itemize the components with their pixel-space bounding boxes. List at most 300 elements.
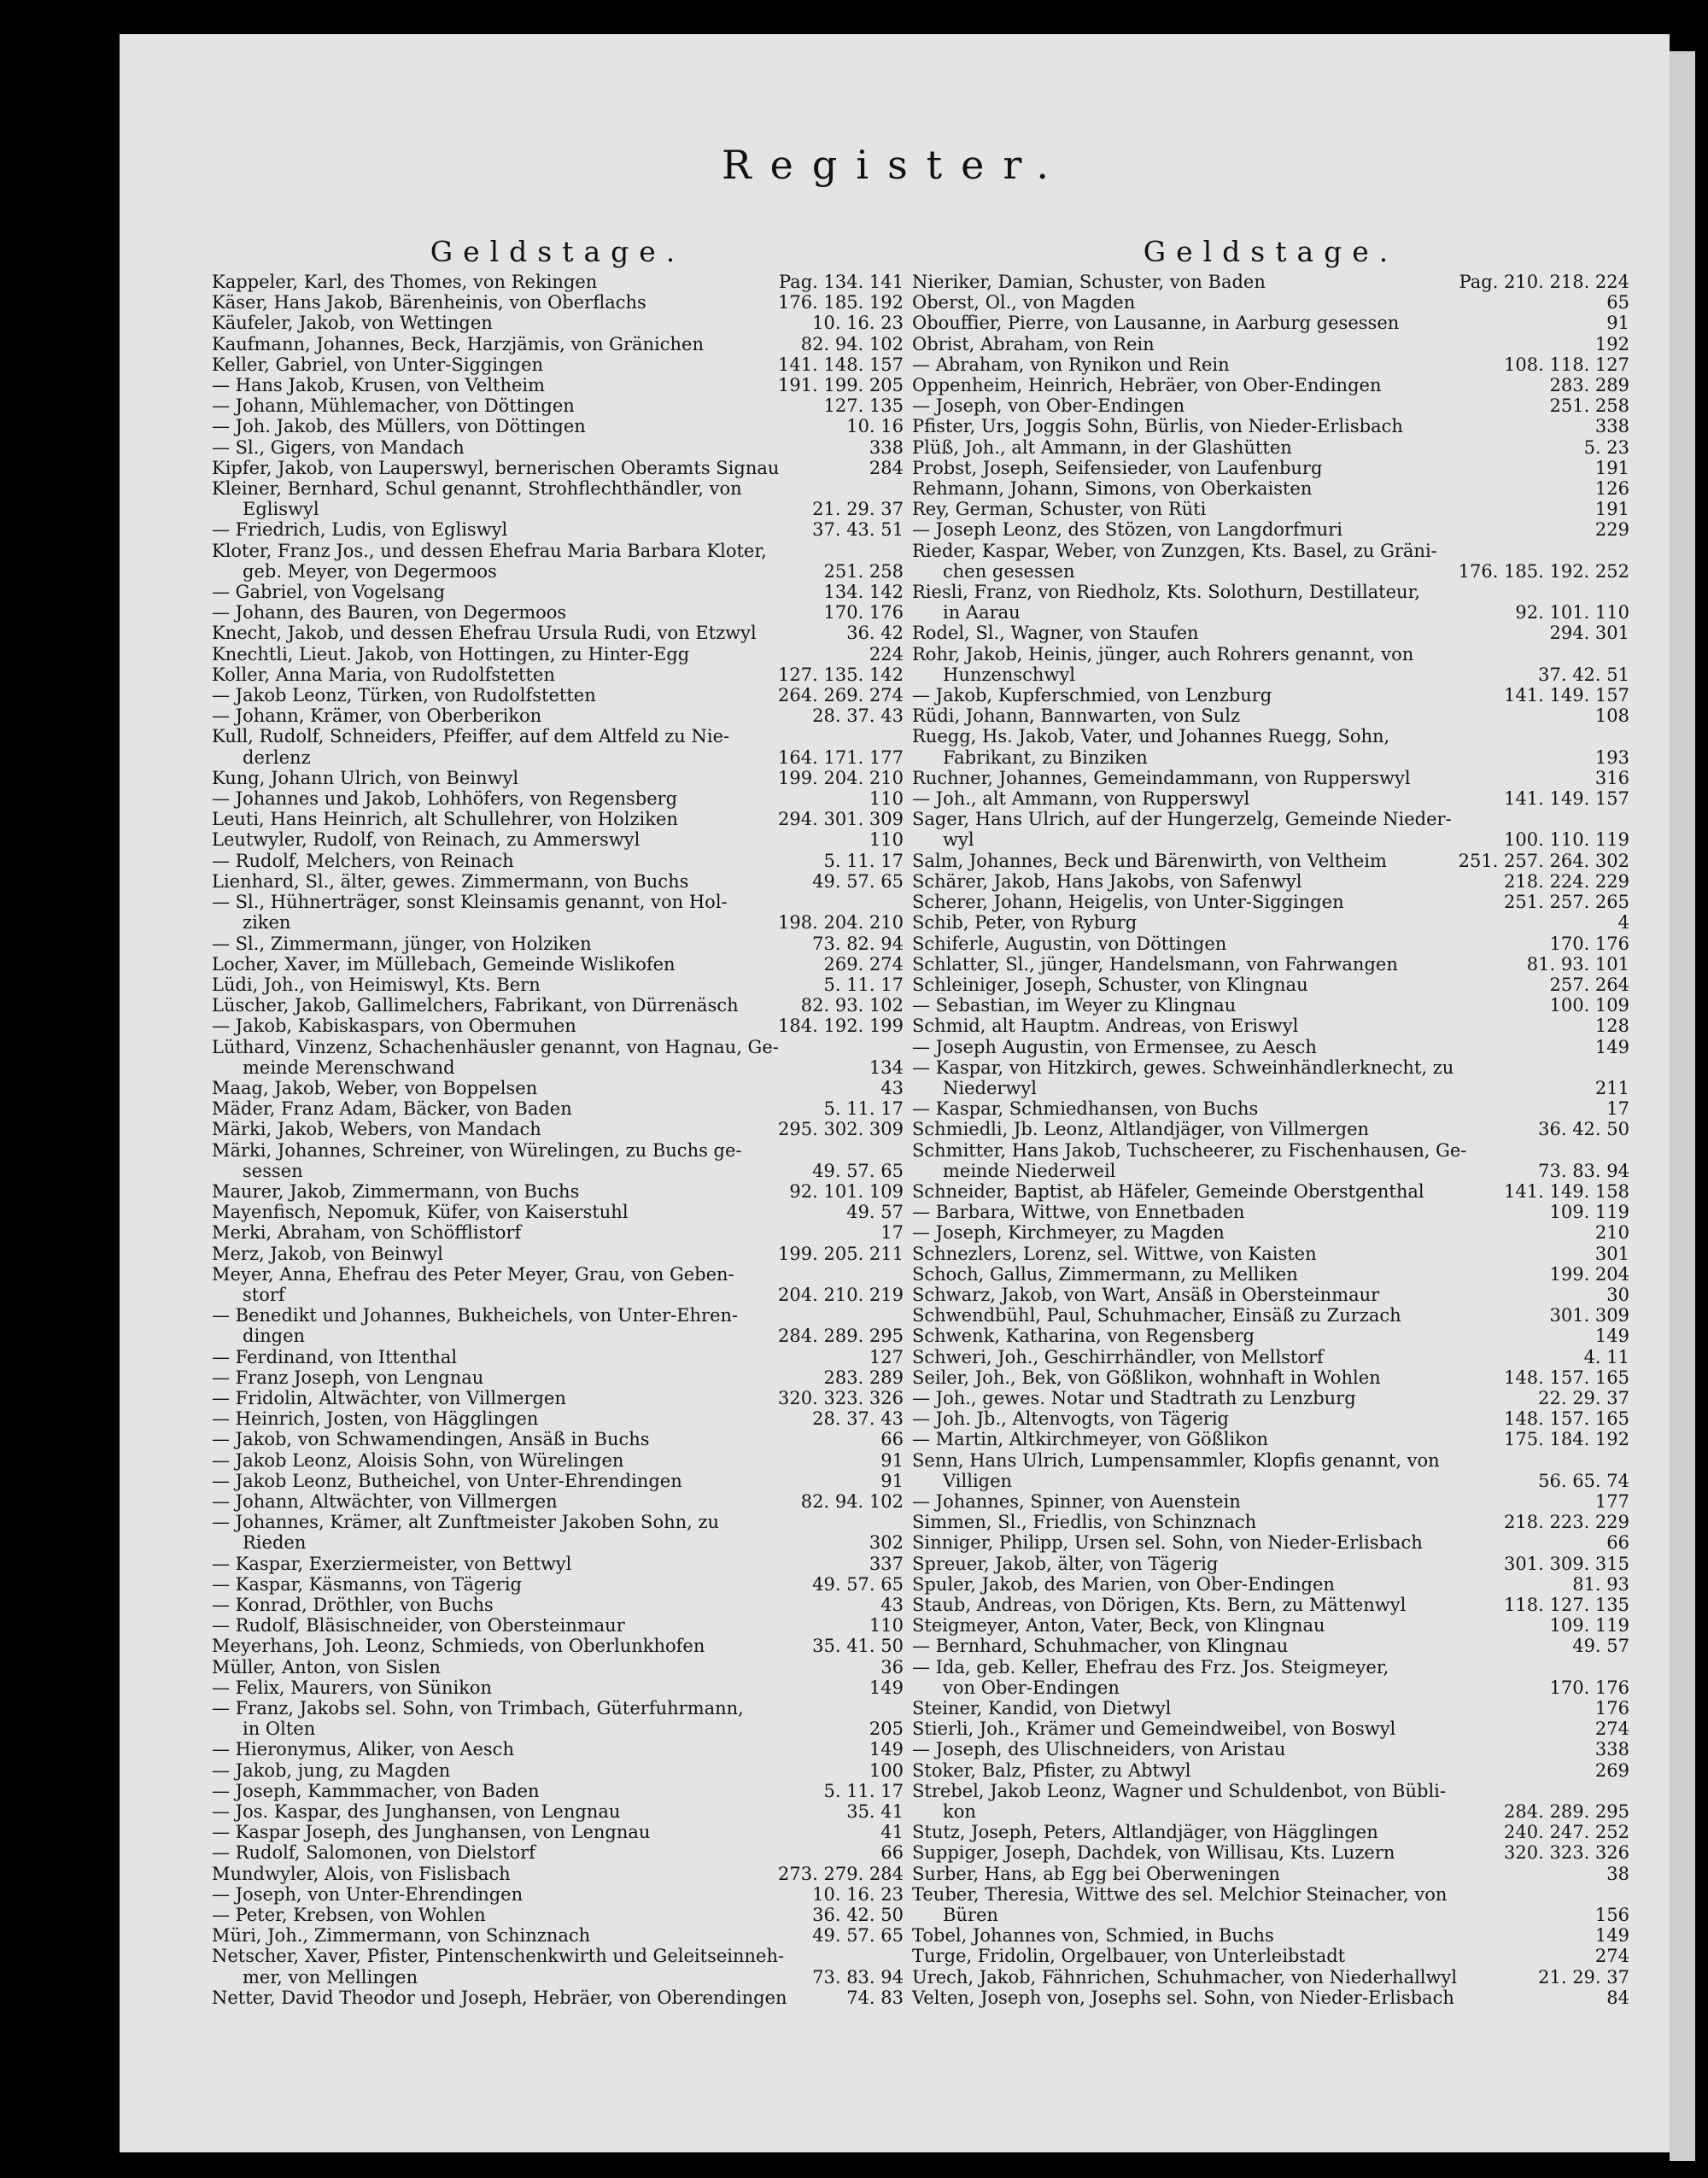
entry-text: Seiler, Joh., Bek, von Gößlikon, wohnhaft in Wohlen [912,1367,1381,1388]
entry-pages: 21. 29. 37 [807,499,904,519]
entry-text: — Fridolin, Altwächter, von Villmergen [212,1387,566,1408]
entry-pages: 118. 127. 135 [1499,1595,1629,1615]
entry-pages: 82. 93. 102 [796,995,904,1016]
entry-text: — Jakob, Kupferschmied, von Lenzburg [912,685,1272,706]
entry-text: — Joseph, des Ulischneiders, von Aristau [912,1739,1286,1760]
entry-text: — Joh. Jakob, des Müllers, von Döttingen [212,416,586,437]
entry-pages: 184. 192. 199 [773,1016,904,1036]
entry-pages: 91 [875,1471,904,1491]
entry-text: — Gabriel, von Vogelsang [212,582,446,603]
register-entry [212,1698,904,1718]
register-entry [912,1946,1629,1966]
entry-pages: 134 [864,1057,904,1078]
register-entry [912,1202,1629,1222]
register-entry [912,458,1629,478]
entry-text: Leutwyler, Rudolf, von Reinach, zu Ammerswyl [212,829,640,851]
entry-text: — Rudolf, Bläsischneider, von Obersteinmaur [212,1615,625,1636]
entry-pages: 148. 157. 165 [1499,1367,1629,1388]
register-entry [212,892,904,912]
entry-text: — Kaspar Joseph, des Junghansen, von Lengnau [212,1822,651,1843]
entry-text: — Jakob, jung, zu Magden [212,1759,451,1781]
entry-pages: 110 [864,1615,904,1636]
entry-pages: 128 [1590,1016,1629,1036]
register-entry [212,541,904,561]
entry-text: storf [243,1284,285,1305]
entry-pages: 210 [1590,1222,1629,1243]
entry-text: Schwenk, Katharina, von Regensberg [912,1326,1255,1347]
entry-pages: 28. 37. 43 [807,706,904,726]
entry-text: Mäder, Franz Adam, Bäcker, von Baden [212,1098,572,1120]
register-entry [212,437,904,458]
entry-pages: 41 [875,1822,904,1842]
register-entry [212,375,904,395]
entry-text: — Johann, Mühlemacher, von Döttingen [212,395,575,417]
entry-text: Hunzenschwyl [943,664,1075,685]
entry-text: Schiferle, Augustin, von Döttingen [912,933,1227,954]
register-entry [912,499,1629,519]
register-entry [912,1842,1629,1863]
entry-text: Probst, Joseph, Seifensieder, von Laufenburg [912,457,1323,478]
entry-pages: 126 [1590,478,1629,499]
entry-pages: 170. 176 [1544,1677,1629,1698]
entry-text: — Jakob Leonz, Butheichel, von Unter-Ehrendingen [212,1470,682,1491]
entry-pages: 141. 149. 157 [1499,788,1629,809]
entry-text: Kung, Johann Ulrich, von Beinwyl [212,767,519,788]
register-entry [212,1471,904,1491]
entry-pages: 43 [875,1078,904,1098]
register-entry [912,1925,1629,1946]
register-entry [912,809,1629,829]
register-entry [212,912,904,933]
entry-pages: 127. 135 [818,395,904,416]
entry-text: — Kaspar, Schmiedhansen, von Buchs [912,1098,1259,1120]
entry-text: — Hans Jakob, Krusen, von Veltheim [212,375,546,396]
entry-pages: 108 [1590,706,1629,726]
register-entry [912,1429,1629,1449]
entry-pages: 301 [1590,1244,1629,1264]
register-entry [212,1657,904,1677]
register-entry [912,1388,1629,1408]
entry-pages: 177 [1590,1491,1629,1512]
entry-text: — Joh., gewes. Notar und Stadtrath zu Lenzburg [912,1387,1356,1408]
entry-text: Knechtli, Lieut. Jakob, von Hottingen, zu Hinter-Egg [212,643,690,665]
register-entry [212,1326,904,1346]
register-entry [212,272,904,292]
entry-text: — Sl., Zimmermann, jünger, von Holziken [212,933,592,954]
register-entry [212,416,904,436]
register-entry [212,829,904,850]
entry-text: Obouffier, Pierre, von Lausanne, in Aarburg gesessen [912,313,1400,334]
entry-pages: 49. 57. 65 [807,1574,904,1595]
entry-pages: 294. 301. 309 [773,809,904,829]
register-entry [212,1285,904,1305]
entry-pages: 10. 16. 23 [807,313,904,333]
register-entry [912,1532,1629,1553]
entry-pages: 229 [1590,519,1629,540]
entry-pages: 5. 11. 17 [818,1098,904,1119]
register-entry [212,809,904,829]
register-entry [912,1512,1629,1532]
register-entry [912,1367,1629,1388]
entry-text: — Franz Joseph, von Lengnau [212,1367,484,1388]
entry-pages: 10. 16 [841,416,904,436]
register-entry [912,1450,1629,1471]
entry-pages: 127. 135. 142 [773,665,904,685]
register-entry [212,685,904,706]
register-entry [212,313,904,333]
register-entry [212,519,904,540]
entry-pages: 49. 57 [1567,1636,1629,1656]
register-entry [912,871,1629,892]
entry-pages: Pag. 210. 218. 224 [1454,272,1629,292]
entry-pages: 36. 42 [841,623,904,643]
entry-text: Spreuer, Jakob, älter, von Tägerig [912,1553,1219,1574]
entry-text: Schwarz, Jakob, von Wart, Ansäß in Obersteinmaur [912,1284,1380,1305]
entry-text: Schwendbühl, Paul, Schuhmacher, Einsäß zu Zurzach [912,1305,1401,1326]
entry-text: Mayenfisch, Nepomuk, Küfer, von Kaiserstuhl [212,1202,629,1223]
entry-text: Salm, Johannes, Beck und Bärenwirth, von Veltheim [912,850,1387,871]
register-entry [912,437,1629,458]
entry-text: — Sl., Hühnerträger, sonst Kleinsamis genannt, von Hol- [212,892,728,913]
column-heading: Geldstage. [1143,235,1399,268]
entry-pages: 198. 204. 210 [773,912,904,933]
entry-pages: 100. 110. 119 [1499,829,1629,850]
entry-pages: 36. 42. 50 [807,1905,904,1925]
entry-pages: 73. 82. 94 [807,934,904,954]
entry-pages: 38 [1601,1864,1629,1884]
register-entry [912,1098,1629,1119]
register-entry [912,975,1629,995]
register-entry [212,1636,904,1656]
register-entry [912,561,1629,582]
entry-text: — Abraham, von Rynikon und Rein [912,354,1230,375]
register-entry [212,1760,904,1781]
entry-text: Lienhard, Sl., älter, gewes. Zimmermann, von Buchs [212,870,689,892]
entry-text: — Jakob, Kabiskaspars, von Obermuhen [212,1016,576,1037]
entry-pages: 149 [864,1739,904,1759]
entry-pages: 284. 289. 295 [773,1326,904,1346]
entry-pages: 65 [1601,292,1629,313]
entry-text: Schleiniger, Joseph, Schuster, von Klingnau [912,974,1308,995]
register-entry [212,354,904,375]
entry-pages: 218. 223. 229 [1499,1512,1629,1532]
register-entry [212,954,904,975]
register-entry [212,1202,904,1222]
entry-text: Müller, Anton, von Sislen [212,1656,441,1677]
register-entry [912,706,1629,726]
register-entry [212,706,904,726]
entry-text: — Joseph, Kammmacher, von Baden [212,1780,540,1801]
entry-text: — Joseph, Kirchmeyer, zu Magden [912,1222,1225,1244]
entry-pages: 35. 41. 50 [807,1636,904,1656]
entry-text: chen gesessen [943,560,1075,582]
register-entry [912,416,1629,436]
register-entry [212,1801,904,1822]
register-entry [212,1512,904,1532]
entry-pages: 81. 93 [1567,1574,1629,1595]
entry-pages: 5. 11. 17 [818,851,904,871]
register-entry [912,1554,1629,1574]
entry-pages: 205 [864,1718,904,1739]
register-entry [912,934,1629,954]
entry-pages: 84 [1601,1988,1629,2008]
register-entry [912,1244,1629,1264]
entry-text: in Olten [243,1718,316,1740]
register-entry [912,1016,1629,1036]
entry-pages: 141. 148. 157 [773,354,904,375]
entry-text: — Kaspar, Käsmanns, von Tägerig [212,1573,522,1595]
register-entry [212,1408,904,1429]
entry-pages: 269. 274 [818,954,904,975]
entry-pages: 49. 57. 65 [807,871,904,892]
entry-text: — Friedrich, Ludis, von Egliswyl [212,519,508,541]
entry-text: Scherer, Johann, Heigelis, von Unter-Siggingen [912,892,1344,913]
entry-pages: 21. 29. 37 [1533,1967,1629,1988]
entry-pages: 4 [1613,912,1629,933]
entry-pages: 4. 11 [1579,1347,1629,1367]
register-entry [912,1037,1629,1057]
register-entry [212,1037,904,1057]
register-entry [912,1222,1629,1243]
entry-text: Nieriker, Damian, Schuster, von Baden [912,272,1266,292]
entry-pages: 92. 101. 109 [784,1181,904,1202]
entry-pages: 149 [1590,1925,1629,1946]
entry-text: Sager, Hans Ulrich, auf der Hungerzelg, Gemeinde Nieder- [912,809,1452,830]
entry-pages: 17 [875,1222,904,1243]
entry-pages: 66 [1601,1532,1629,1553]
register-entry [912,334,1629,354]
register-entry [912,1698,1629,1718]
register-entry [212,1098,904,1119]
register-entry [212,1595,904,1615]
entry-pages: 251. 258 [1544,395,1629,416]
column-heading: Geldstage. [430,235,686,268]
entry-text: Surber, Hans, ab Egg bei Oberweningen [912,1863,1280,1884]
entry-text: Ruchner, Johannes, Gemeindammann, von Rupperswyl [912,767,1411,788]
register-entry [212,871,904,892]
entry-pages: 66 [875,1429,904,1449]
register-entry [912,1181,1629,1202]
entry-text: Schoch, Gallus, Zimmermann, zu Melliken [912,1263,1298,1285]
entry-text: Meyerhans, Joh. Leonz, Schmieds, von Oberlunkhofen [212,1636,705,1657]
register-entry [212,1718,904,1739]
entry-text: — Bernhard, Schuhmacher, von Klingnau [912,1636,1289,1657]
entry-text: Kipfer, Jakob, von Lauperswyl, bernerischen Oberamts Signau [212,457,780,478]
entry-text: Schnezlers, Lorenz, sel. Wittwe, von Kaisten [912,1243,1317,1264]
entry-pages: 49. 57 [841,1202,904,1222]
register-column-right [912,232,1629,2008]
entry-pages: 73. 83. 94 [807,1967,904,1988]
register-entry [912,313,1629,333]
entry-text: — Franz, Jakobs sel. Sohn, von Trimbach, Güterfuhrmann, [212,1698,744,1719]
register-entry [912,292,1629,313]
register-entry [912,644,1629,665]
entry-text: Steiner, Kandid, von Dietwyl [912,1698,1172,1719]
register-entry [212,644,904,665]
register-entry [912,726,1629,746]
entry-pages: 269 [1590,1760,1629,1781]
entry-text: Velten, Joseph von, Josephs sel. Sohn, von Nieder-Erlisbach [912,1987,1454,2008]
entry-pages: 108. 118. 127 [1499,354,1629,375]
register-entry [912,1636,1629,1656]
entry-pages: 273. 279. 284 [773,1864,904,1884]
entry-pages: 283. 289 [818,1367,904,1388]
entry-text: mer, von Mellingen [243,1966,418,1988]
entry-text: Schmitter, Hans Jakob, Tuchscheerer, zu Fischenhausen, Ge- [912,1139,1467,1161]
register-entry [912,995,1629,1016]
entry-text: Meyer, Anna, Ehefrau des Peter Meyer, Grau, von Geben- [212,1263,734,1285]
register-entry [212,458,904,478]
register-entry [212,1181,904,1202]
entry-text: — Johann, Krämer, von Oberberikon [212,706,542,727]
entry-text: Mundwyler, Alois, von Fislisbach [212,1863,511,1884]
register-entry [212,1161,904,1181]
register-entry [912,1574,1629,1595]
entry-text: Stoker, Balz, Pfister, zu Abtwyl [912,1759,1191,1781]
entry-pages: 73. 83. 94 [1533,1161,1629,1181]
register-entry [212,395,904,416]
entry-text: — Joseph Augustin, von Ermensee, zu Aesch [912,1036,1317,1057]
register-entry [912,768,1629,788]
entry-text: Staub, Andreas, von Dörigen, Kts. Bern, zu Mättenwyl [912,1595,1407,1615]
entry-pages: 149 [1590,1037,1629,1057]
register-entry [912,1305,1629,1326]
register-entry [912,478,1629,499]
entry-pages: 175. 184. 192 [1499,1429,1629,1449]
entry-text: — Heinrich, Josten, von Hägglingen [212,1408,539,1430]
entry-text: Schärer, Jakob, Hans Jakobs, von Safenwyl [912,870,1302,892]
entry-pages: 49. 57. 65 [807,1161,904,1181]
entry-text: — Benedikt und Johannes, Bukheichels, von Unter-Ehren- [212,1305,739,1326]
register-entry [912,1491,1629,1512]
entry-text: Spuler, Jakob, des Marien, von Ober-Endingen [912,1573,1335,1595]
entry-text: — Sebastian, im Weyer zu Klingnau [912,995,1237,1016]
entry-text: Turge, Fridolin, Orgelbauer, von Unterleibstadt [912,1946,1346,1967]
entry-text: Lüthard, Vinzenz, Schachenhäusler genannt, von Hagnau, Ge- [212,1036,779,1057]
register-entry [212,1574,904,1595]
register-entry [212,1615,904,1636]
entry-text: — Sl., Gigers, von Mandach [212,436,465,458]
register-entry [912,1967,1629,1988]
register-entry [912,1057,1629,1078]
entry-text: Schib, Peter, von Ryburg [912,912,1138,934]
entry-pages: 149 [1590,1326,1629,1346]
register-entry [212,1864,904,1884]
entry-text: Obrist, Abraham, von Rein [912,333,1155,354]
entry-pages: 5. 11. 17 [818,1781,904,1801]
register-entry [912,1801,1629,1822]
register-entry [212,1781,904,1801]
entry-text: sessen [243,1160,303,1181]
entry-text: Locher, Xaver, im Müllebach, Gemeinde Wislikofen [212,953,676,975]
entry-text: Kull, Rudolf, Schneiders, Pfeiffer, auf dem Altfeld zu Nie- [212,726,730,747]
entry-text: Urech, Jakob, Fähnrichen, Schuhmacher, von Niederhallwyl [912,1966,1458,1988]
register-entry [912,1595,1629,1615]
entry-pages: 100. 109 [1544,995,1629,1016]
entry-pages: 257. 264 [1544,975,1629,995]
entry-pages: 110 [864,788,904,809]
register-entry [912,272,1629,292]
entry-text: Keller, Gabriel, von Unter-Siggingen [212,354,544,375]
entry-text: dingen [243,1326,306,1347]
entry-pages: 110 [864,829,904,850]
register-entry [912,1078,1629,1098]
register-entry [212,665,904,685]
register-entry [912,1471,1629,1491]
entry-text: Strebel, Jakob Leonz, Wagner und Schuldenbot, von Bübli- [912,1780,1446,1801]
entry-text: — Kaspar, Exerziermeister, von Bettwyl [212,1553,572,1574]
register-entry [912,623,1629,643]
entry-pages: 251. 258 [818,561,904,582]
register-entry [912,1326,1629,1346]
entry-text: Rieder, Kaspar, Weber, von Zunzgen, Kts. Basel, zu Gräni- [912,540,1437,561]
entry-text: Lüscher, Jakob, Gallimelchers, Fabrikant, von Dürrenäsch [212,995,739,1016]
entry-text: — Jos. Kaspar, des Junghansen, von Lengnau [212,1801,621,1823]
entry-pages: 66 [875,1842,904,1863]
entry-pages: 36 [875,1657,904,1677]
register-entry [912,954,1629,975]
register-entry [912,1615,1629,1636]
register-entry [212,1677,904,1698]
entry-pages: 176 [1590,1698,1629,1718]
entry-pages: 5. 23 [1579,437,1629,458]
register-entry [912,1657,1629,1677]
entry-text: Rodel, Sl., Wagner, von Staufen [912,623,1199,644]
entry-pages: 338 [1590,1739,1629,1759]
entry-text: — Johannes, Krämer, alt Zunftmeister Jakoben Sohn, zu [212,1512,720,1533]
register-entry [212,561,904,582]
register-entry [212,1078,904,1098]
entry-text: Käser, Hans Jakob, Bärenheinis, von Oberflachs [212,292,646,313]
entry-pages: 199. 205. 211 [773,1244,904,1264]
entry-text: — Joseph, von Unter-Ehrendingen [212,1883,524,1905]
entry-pages: 5. 11. 17 [818,975,904,995]
entry-text: — Jakob, von Schwamendingen, Ansäß in Buchs [212,1429,650,1450]
entry-pages: 35. 41 [841,1801,904,1822]
register-entry [212,1222,904,1243]
register-entry [212,1244,904,1264]
entry-pages: 284. 289. 295 [1499,1801,1629,1822]
entry-text: Pfister, Urs, Joggis Sohn, Bürlis, von Nieder-Erlisbach [912,416,1403,437]
entry-pages: 251. 257. 265 [1499,892,1629,912]
entry-text: in Aarau [943,602,1021,624]
entry-text: — Hieronymus, Aliker, von Aesch [212,1739,514,1760]
entry-text: Villigen [943,1470,1013,1491]
entry-text: Märki, Johannes, Schreiner, von Würelingen, zu Buchs ge- [212,1139,742,1161]
entry-text: Müri, Joh., Zimmermann, von Schinznach [212,1925,591,1947]
register-entry [912,1781,1629,1801]
entry-list [212,272,904,2008]
register-entry [212,1925,904,1946]
register-entry [212,1822,904,1842]
register-entry [212,602,904,623]
entry-text: — Konrad, Dröthler, von Buchs [212,1595,494,1615]
entry-pages: 37. 43. 51 [807,519,904,540]
entry-pages: 170. 176 [818,602,904,623]
register-entry [212,478,904,499]
entry-text: Schlatter, Sl., jünger, Handelsmann, von Fahrwangen [912,953,1398,975]
entry-text: Oberst, Ol., von Magden [912,292,1136,313]
page-title: Register. [722,142,1068,188]
entry-pages: 134. 142 [818,582,904,602]
entry-text: geb. Meyer, von Degermoos [243,560,497,582]
register-entry [912,519,1629,540]
register-entry [912,1718,1629,1739]
entry-text: — Johann, des Bauren, von Degermoos [212,602,567,624]
register-entry [212,768,904,788]
register-entry [212,623,904,643]
entry-pages: 191. 199. 205 [773,375,904,395]
